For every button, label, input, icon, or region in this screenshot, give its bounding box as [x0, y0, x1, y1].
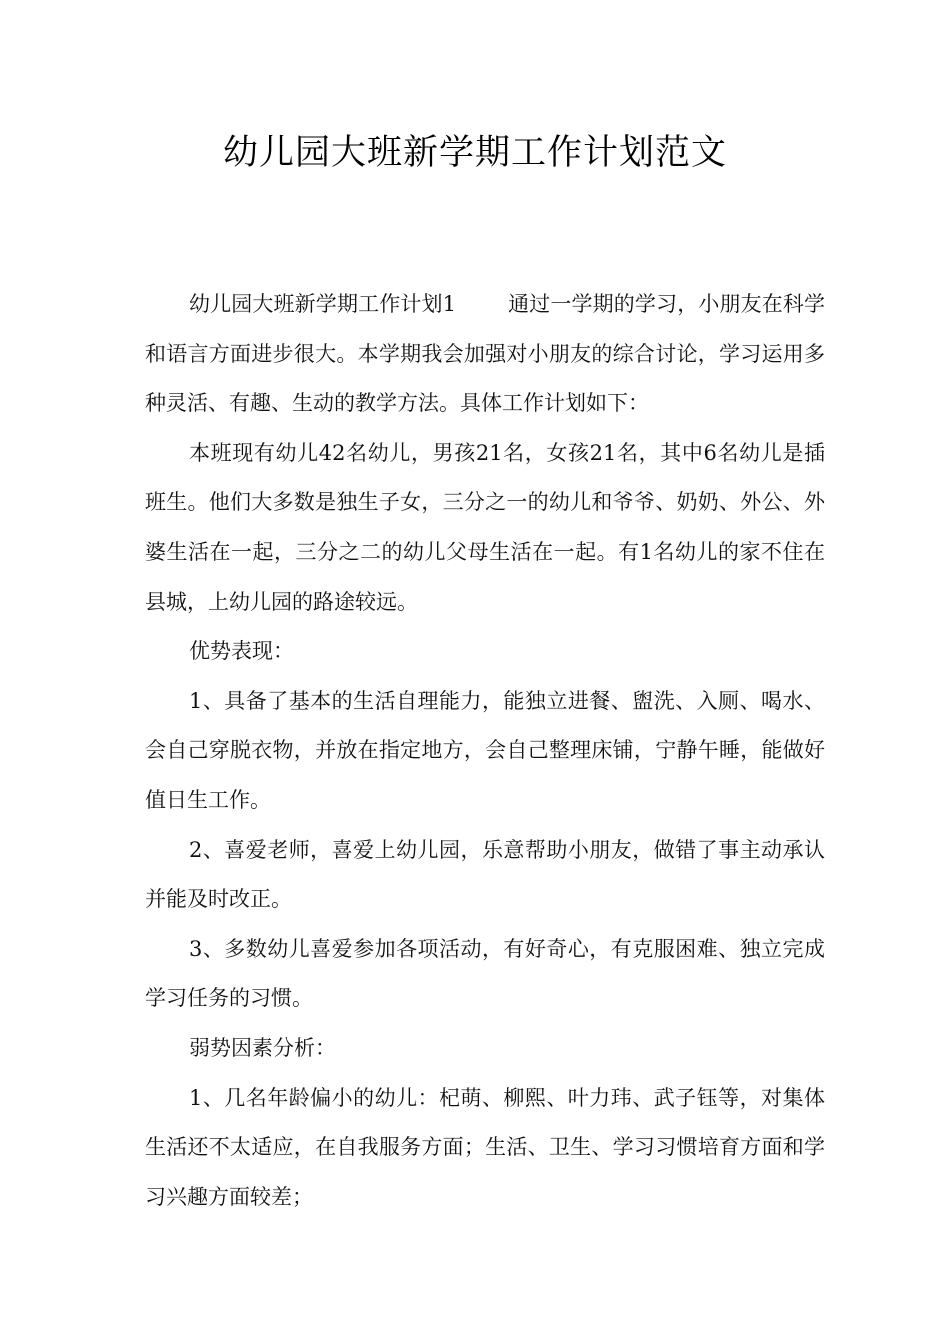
- document-body: [145, 280, 825, 1222]
- paragraph-weakness-1: 1、几名年龄偏小的幼儿：杞萌、柳熙、叶力玮、武子钰等，对集体生活还不太适应，在自我服务方面；生活、卫生、学习习惯培育方面和学习兴趣方面较差；: [145, 1085, 825, 1209]
- paragraph-intro: [145, 280, 825, 429]
- section-heading-strengths: 优势表现：: [189, 639, 294, 664]
- paragraph-strength-3: 3、多数幼儿喜爱参加各项活动，有好奇心，有克服困难、独立完成学习任务的习惯。: [145, 936, 825, 1011]
- paragraph-class-overview: 本班现有幼儿42名幼儿，男孩21名，女孩21名，其中6名幼儿是插班生。他们大多数是独生子女，三分之一的幼儿和爷爷、奶奶、外公、外婆生活在一起，三分之二的幼儿父母生活在一起。有1名幼儿的家不住在县城，上幼儿园的路途较远。: [145, 440, 825, 614]
- document-title: 幼儿园大班新学期工作计划范文: [222, 133, 727, 173]
- paragraph-strength-2: 2、喜爱老师，喜爱上幼儿园，乐意帮助小朋友，做错了事主动承认并能及时改正。: [145, 837, 825, 912]
- intro-heading: 幼儿园大班新学期工作计划1: [189, 292, 456, 316]
- section-heading-weaknesses: 弱势因素分析：: [189, 1035, 336, 1060]
- paragraph-strength-1: 1、具备了基本的生活自理能力，能独立进餐、盥洗、入厕、喝水、会自己穿脱衣物，并放在指定地方，会自己整理床铺，宁静午睡，能做好值日生工作。: [145, 688, 825, 812]
- intro-text: 通过一学期的学习，小朋友在科学和语言方面进步很大。本学期我会加强对小朋友的综合讨论，学习运用多种灵活、有趣、生动的教学方法。具体工作计划如下：: [145, 292, 825, 416]
